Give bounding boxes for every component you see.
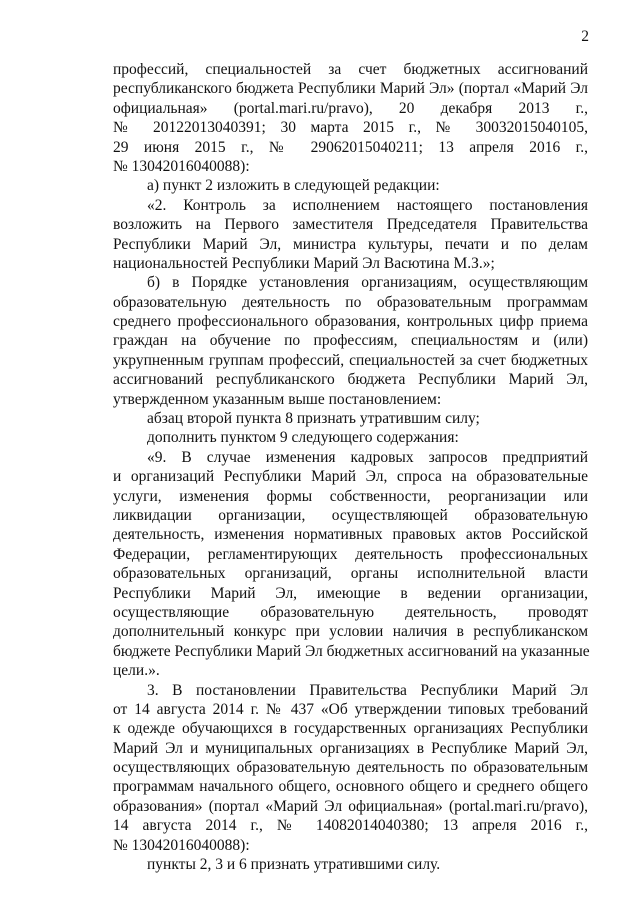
text-line: осуществляющих образовательную деятельность по образовательным [113, 759, 588, 777]
text-line: утвержденном указанным выше постановлением: [113, 390, 442, 408]
text-line: бюджете Республики Марий Эл бюджетных ассигнований на указанные [113, 642, 590, 660]
text-line: дополнить пунктом 9 следующего содержания: [147, 429, 459, 447]
text-line: «9. В случае изменения кадровых запросов предприятий [147, 448, 588, 466]
text-line: Республики Марий Эл, имеющие в ведении организации, [113, 584, 588, 602]
text-line: а) пункт 2 изложить в следующей редакции: [147, 177, 440, 195]
text-line: № 13042016040088): [113, 836, 250, 854]
text-line: республиканского бюджета Республики Марий Эл» (портал «Марий Эл [113, 80, 588, 98]
text-line: 14 августа 2014 г., № 14082014040380; 13 апреля 2016 г., [113, 817, 588, 835]
text-line: 3. В постановлении Правительства Республики Марий Эл [147, 681, 588, 699]
text-line: профессий, специальностей за счет бюджетных ассигнований [113, 61, 588, 78]
text-line: дополнительный конкурс при условии наличия в республиканском [113, 623, 588, 641]
text-line: услуги, изменения формы собственности, реорганизации или [113, 487, 588, 505]
text-line: укрупненным группам профессий, специальностей за счет бюджетных [113, 351, 588, 369]
text-line: официальная» (portal.mari.ru/pravo), 20 декабря 2013 г., [113, 99, 588, 117]
document-body [113, 60, 588, 874]
text-line: цели.». [113, 662, 160, 680]
text-line: Федерации, регламентирующих деятельность профессиональных [113, 545, 588, 563]
text-line: пункты 2, 3 и 6 признать утратившими силу. [147, 856, 441, 874]
text-line: к одежде обучающихся в государственных организациях Республики [113, 720, 588, 738]
text-line: Республики Марий Эл, министра культуры, печати и по делам [113, 235, 588, 253]
text-line: среднего профессионального образования, контрольных цифр приема [113, 313, 588, 331]
text-line: № 13042016040088): [113, 157, 250, 175]
text-line: № 20122013040391; 30 марта 2015 г., № 30032015040105, [113, 119, 588, 137]
text-line: абзац второй пункта 8 признать утратившим силу; [147, 410, 480, 428]
text-line: Марий Эл и муниципальных организациях в Республике Марий Эл, [113, 739, 588, 757]
text-line: ликвидации организации, осуществляющей образовательную [113, 506, 588, 524]
text-line: «2. Контроль за исполнением настоящего постановления [147, 196, 588, 214]
text-line: от 14 августа 2014 г. № 437 «Об утверждении типовых требований [113, 700, 588, 718]
text-line: осуществляющие образовательную деятельность, проводят [113, 603, 588, 621]
text-line: программам начального общего, основного общего и среднего общего [113, 778, 588, 796]
text-line: образовательную деятельность по образовательным программам [113, 293, 588, 311]
text-line: и организаций Республики Марий Эл, спроса на образовательные [113, 468, 588, 486]
text-line: граждан на обучение по профессиям, специальностям и (или) [113, 332, 588, 350]
text-line: возложить на Первого заместителя Председателя Правительства [113, 216, 588, 234]
page-number: 2 [581, 28, 589, 45]
text-line: 29 июня 2015 г., № 29062015040211; 13 апреля 2016 г., [113, 138, 588, 156]
text-line: б) в Порядке установления организациям, осуществляющим [147, 274, 588, 292]
text-line: национальностей Республики Марий Эл Васютина М.З.»; [113, 254, 495, 272]
text-line: деятельность, изменения нормативных правовых актов Российской [113, 526, 588, 544]
text-line: образования» (портал «Марий Эл официальная» (portal.mari.ru/pravo), [113, 797, 588, 815]
text-line: образовательных организаций, органы исполнительной власти [113, 565, 588, 583]
text-line: ассигнований республиканского бюджета Республики Марий Эл, [113, 371, 588, 389]
